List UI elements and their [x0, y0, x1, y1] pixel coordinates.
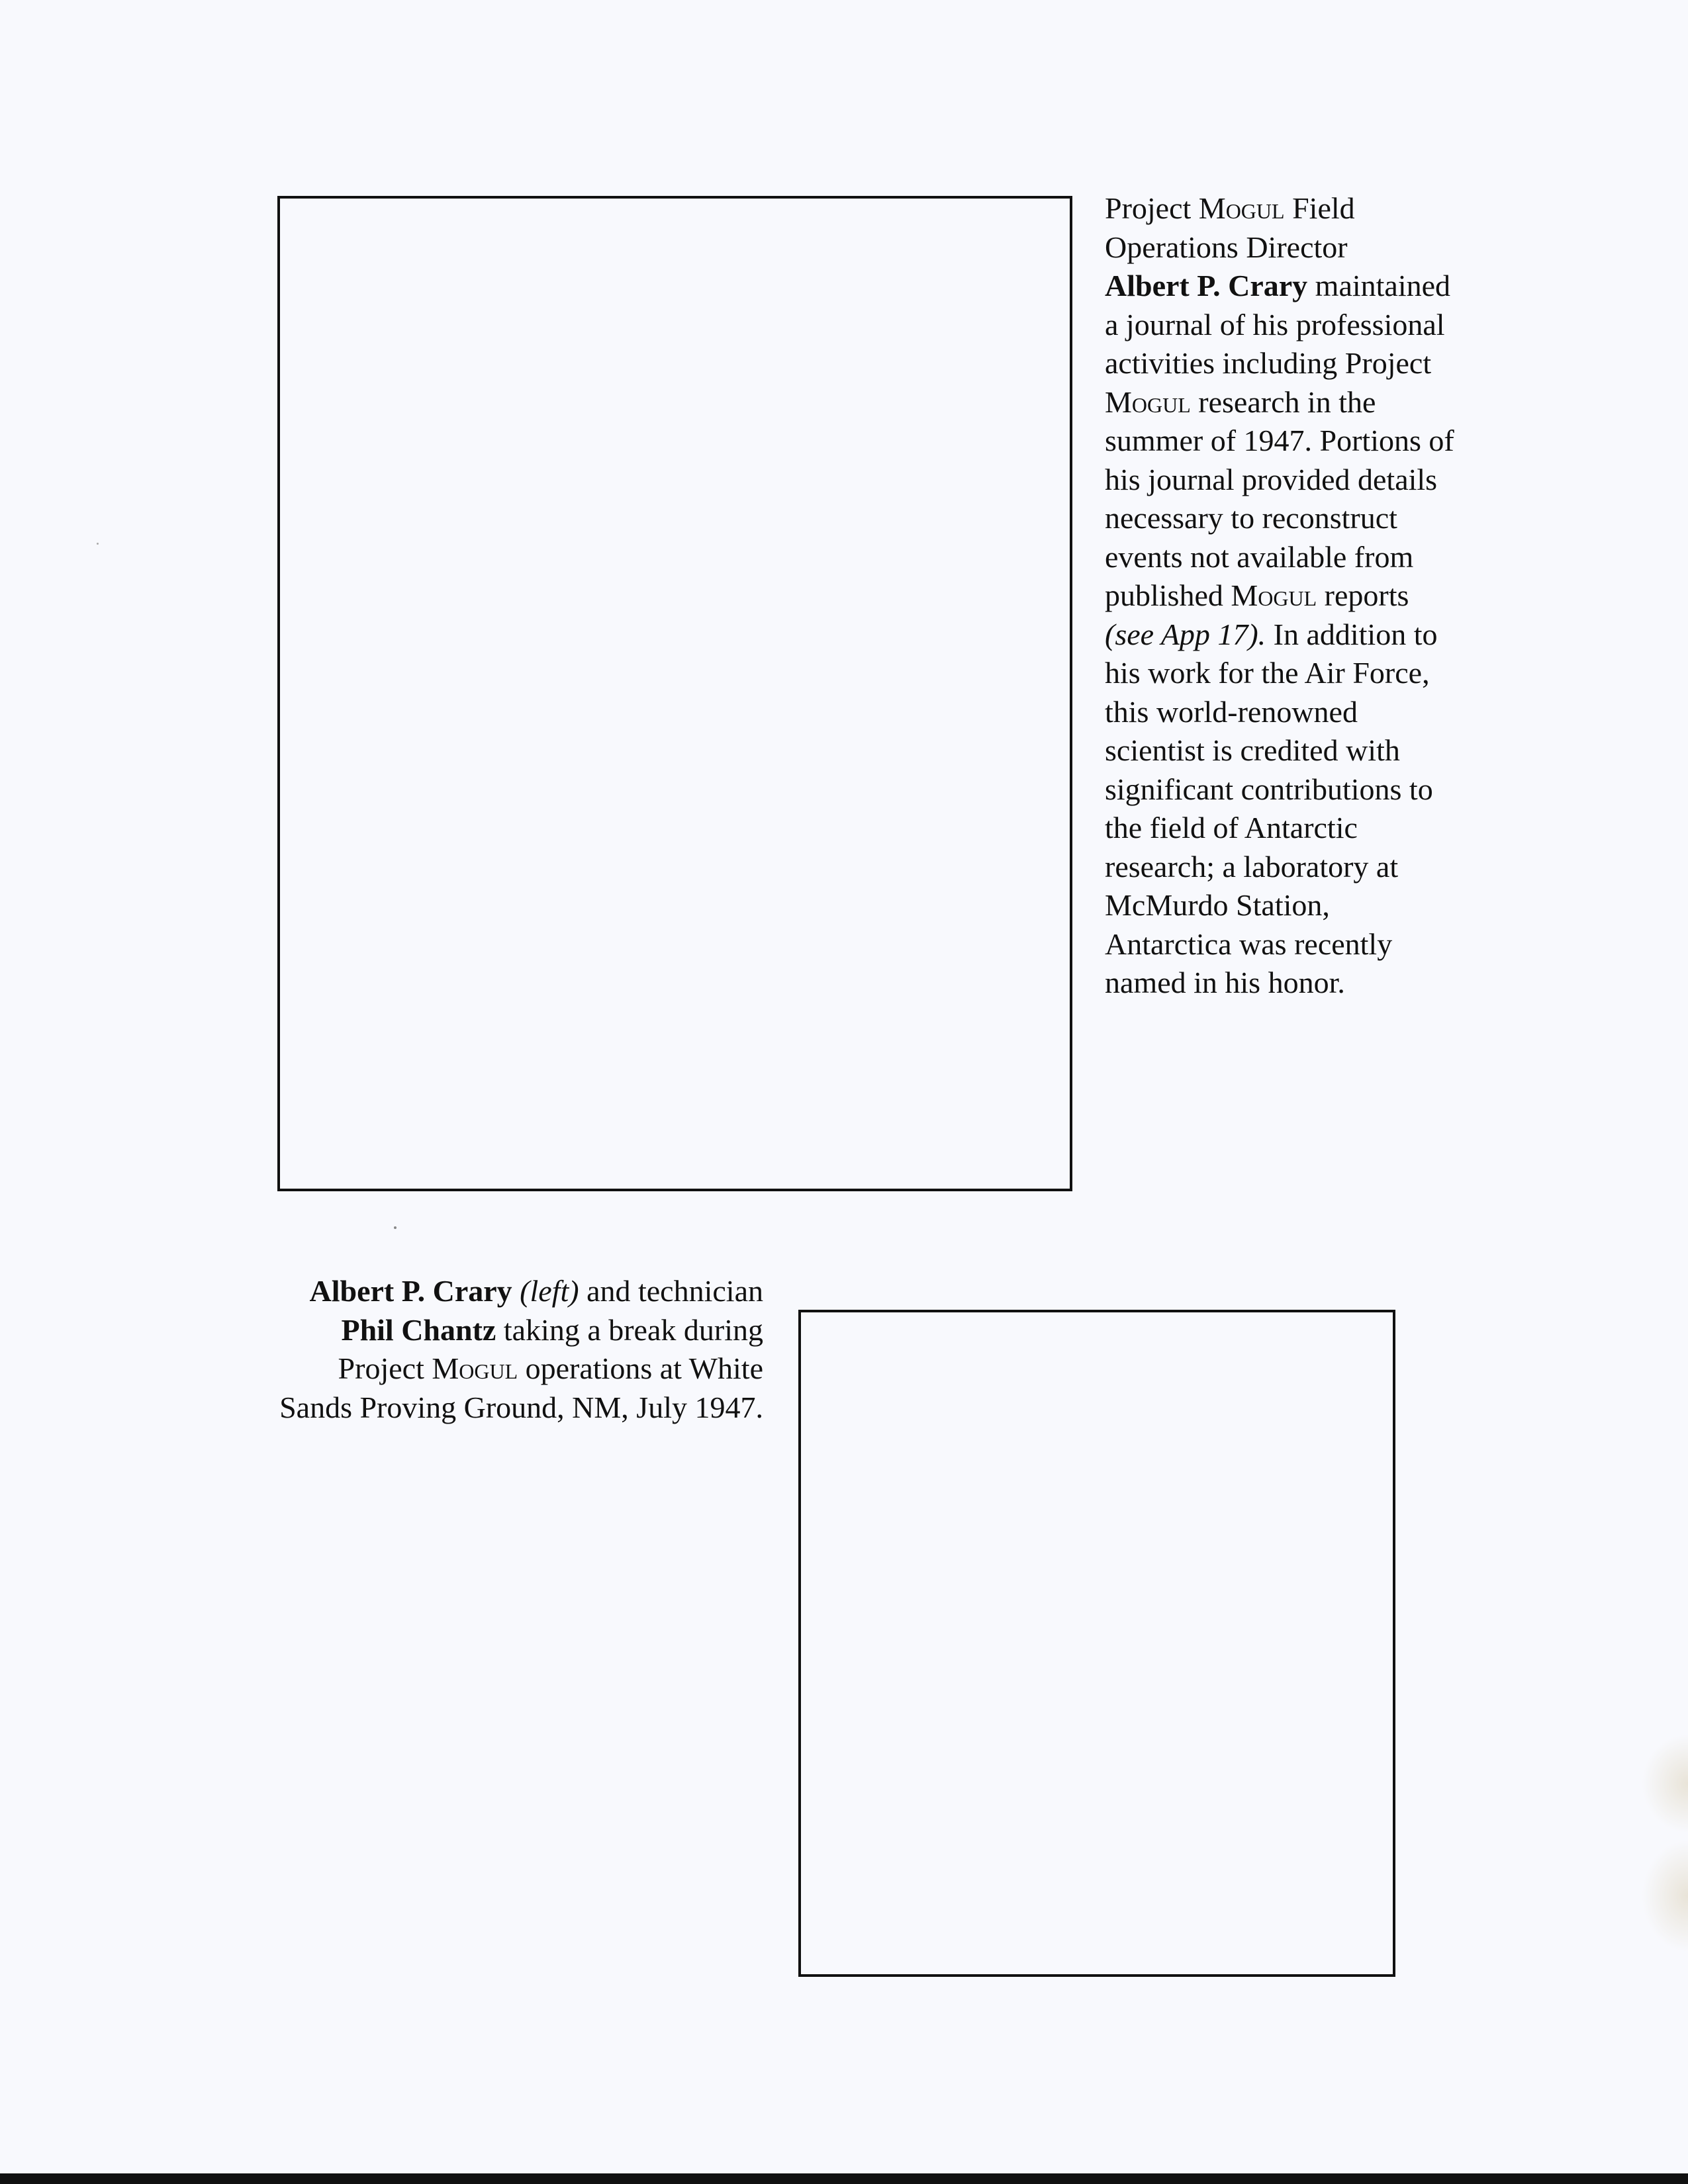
caption-smallcaps: Mogul [1198, 191, 1285, 225]
paper-stain [1642, 1734, 1688, 1833]
caption-name-bold: Albert P. Crary [309, 1274, 512, 1308]
caption-crary-chantz [278, 1272, 763, 1427]
caption-text: In addition to his work for the Air Force, this world-renowned scientist is credited with significant contributions to the field of Antarctic research; a laboratory at McMurdo Station, Antarctica was recently named in his honor. [1105, 617, 1438, 999]
caption-text: operations at White Sands Proving Ground, NM, July 1947. [279, 1351, 763, 1424]
bottom-edge-rule [0, 2173, 1688, 2184]
photo-crary-chantz [798, 1310, 1395, 1977]
paper-stain [1642, 1840, 1688, 1952]
scan-speck [97, 543, 99, 545]
caption-note-italic: (left) [520, 1274, 579, 1308]
caption-name-bold: Albert P. Crary [1105, 269, 1308, 302]
caption-text: and technician [579, 1274, 763, 1308]
caption-smallcaps: Mogul [1231, 578, 1317, 612]
caption-text: Field [1284, 191, 1355, 225]
caption-text: Project [1105, 191, 1199, 225]
caption-text: maintained a journal of his professional activities including Project [1105, 269, 1451, 380]
scan-speck [394, 1226, 397, 1229]
caption-reference: (see App 17). [1105, 617, 1266, 651]
caption-text: Operations Director [1105, 230, 1348, 264]
caption-crary-journal [1105, 189, 1462, 1003]
caption-text: taking a break during Project [338, 1312, 763, 1385]
caption-smallcaps: Mogul [1105, 385, 1191, 419]
caption-text: research in the summer of 1947. Portions of his journal provided details necessary to reconstruct events not available from published [1105, 385, 1454, 612]
caption-smallcaps: Mogul [432, 1351, 518, 1385]
caption-text: reports [1317, 578, 1409, 612]
photo-crary-portrait [277, 196, 1072, 1191]
caption-name-bold: Phil Chantz [341, 1312, 496, 1347]
